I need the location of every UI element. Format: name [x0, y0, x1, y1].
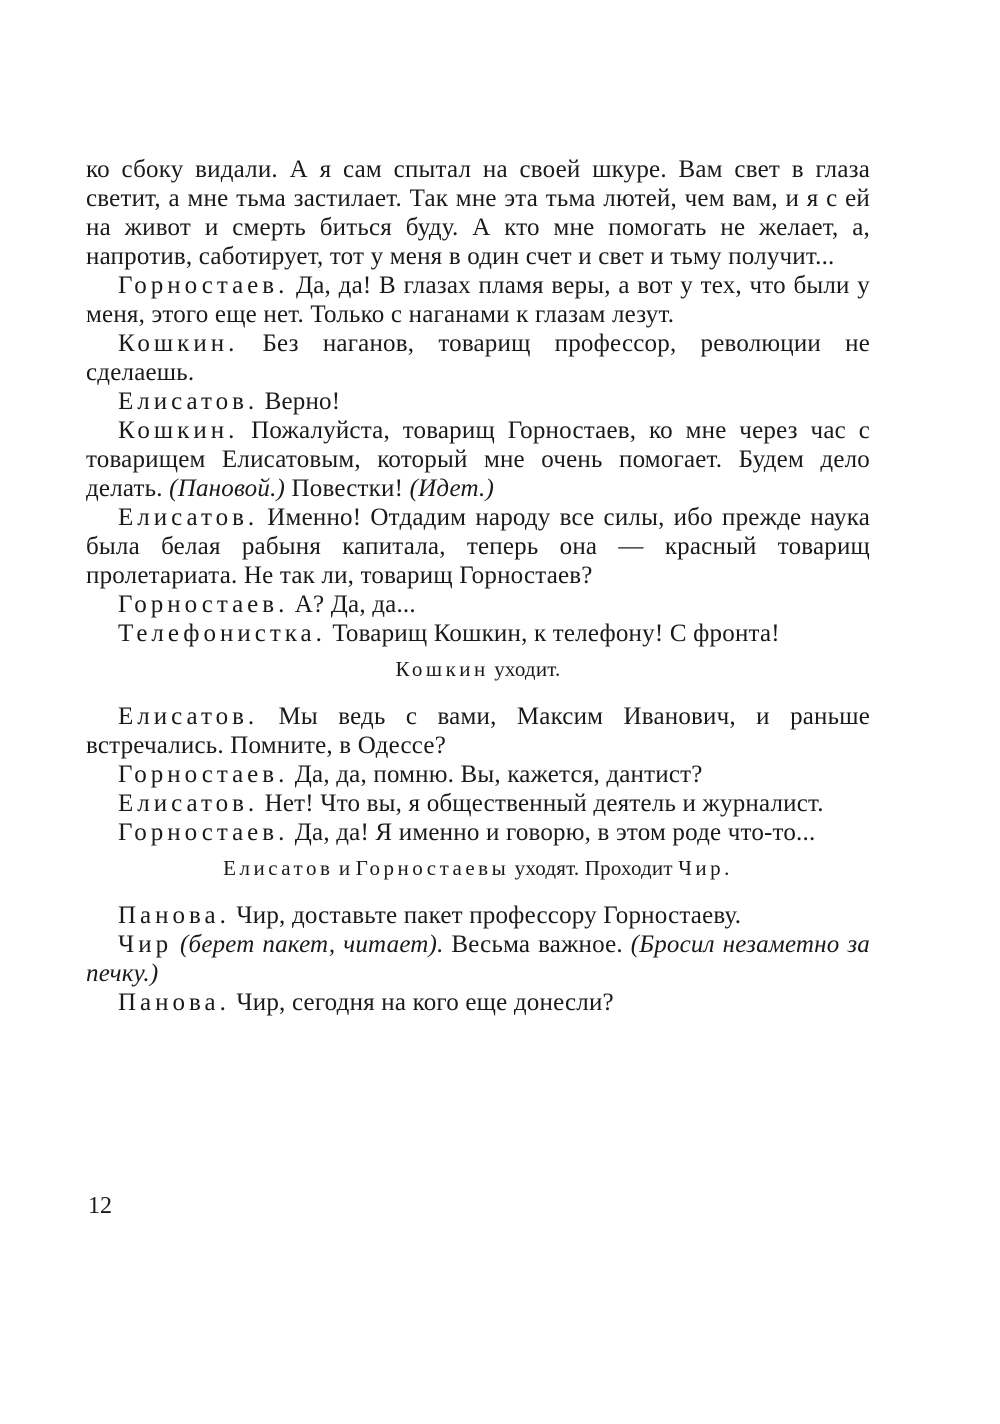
stage-direction-line — [86, 855, 870, 881]
speech-text: Повестки! — [291, 475, 404, 502]
stage-direction: (Идет.) — [409, 475, 495, 502]
speech-text: Весьма важное. — [451, 931, 623, 958]
speaker-name: Чир — [118, 931, 173, 958]
speech-paragraph — [86, 329, 870, 387]
speech-text: Товарищ Кошкин, к телефону! С фронта! — [332, 620, 780, 647]
speaker-name: Кошкин. — [118, 330, 239, 357]
stage-text: и — [338, 856, 351, 880]
speech-text: Чир, доставьте пакет профессору Горностаеву. — [236, 902, 742, 929]
speech-paragraph — [86, 702, 870, 760]
speech-paragraph — [86, 503, 870, 590]
stage-text: уходит. — [494, 657, 561, 681]
speech-text: Да, да! Я именно и говорю, в этом роде что-то... — [294, 819, 816, 846]
speech-text: Мы ведь с вами, Максим Иванович, и раньше встречались. Помните, в Одессе? — [86, 703, 870, 759]
speech-text: Нет! Что вы, я общественный деятель и журналист. — [264, 790, 824, 817]
stage-text: уходят. Проходит — [514, 856, 673, 880]
speech-text: Верно! — [264, 388, 341, 415]
page-number: 12 — [88, 1193, 112, 1219]
speech-text: Пожалуйста, товарищ Горностаев, ко мне через час с товарищем Елисатовым, который мне очень помогает. Будем дело делать. — [86, 417, 871, 502]
speaker-name: Панова. — [118, 989, 230, 1016]
speech-text: Да, да, помню. Вы, кажется, дантист? — [294, 761, 703, 788]
speech-paragraph — [86, 818, 870, 847]
speech-text: Да, да! В глазах пламя веры, а вот у тех, что были у меня, этого еще нет. Только с наганами к глазам лезут. — [86, 272, 870, 328]
stage-direction: (Пановой.) — [169, 475, 286, 502]
speech-text: Чир, сегодня на кого еще донесли? — [236, 989, 614, 1016]
stage-direction: (Бросил незаметно за печку.) — [86, 931, 871, 987]
speech-paragraph — [86, 590, 870, 619]
speaker-name: Горностаев. — [118, 819, 289, 846]
speaker-name: Кошкин — [395, 657, 489, 681]
speaker-name: Горностаев. — [118, 272, 289, 299]
speech-paragraph — [86, 930, 870, 988]
speaker-name: Телефонистка. — [118, 620, 326, 647]
speech-paragraph — [86, 901, 870, 930]
speaker-name: Елисатов. — [118, 388, 259, 415]
speech-text: Без наганов, товарищ профессор, революции не сделаешь. — [86, 330, 871, 386]
speech-paragraph — [86, 387, 870, 416]
speech-text: Именно! Отдадим народу все силы, ибо прежде наука была белая рабыня капитала, теперь она — красный товарищ пролетариата. Не так ли, товарищ Горностаев? — [86, 504, 870, 589]
speaker-name: Горностаев. — [118, 591, 289, 618]
speech-paragraph — [86, 988, 870, 1017]
speaker-name: Кошкин. — [118, 417, 239, 444]
speaker-name: Горностаев. — [118, 761, 289, 788]
speaker-name: Чир. — [678, 856, 733, 880]
speech-paragraph — [86, 155, 870, 271]
speech-paragraph — [86, 760, 870, 789]
speaker-name: Панова. — [118, 902, 230, 929]
stage-direction-line — [86, 656, 870, 682]
speech-paragraph — [86, 416, 870, 503]
speech-text: А? Да, да... — [294, 591, 416, 618]
speaker-name: Елисатов. — [118, 504, 259, 531]
stage-direction: (берет пакет, читает). — [180, 931, 444, 958]
speech-paragraph — [86, 619, 870, 648]
play-text — [86, 155, 870, 1017]
speech-paragraph — [86, 789, 870, 818]
speaker-name: Елисатов. — [118, 703, 259, 730]
speaker-name: Елисатов. — [118, 790, 259, 817]
speaker-name: Горностаевы — [355, 856, 510, 880]
speaker-name: Елисатов — [223, 856, 334, 880]
speech-text: ко сбоку видали. А я сам спытал на своей шкуре. Вам свет в глаза светит, а мне тьма застилает. Так мне эта тьма лютей, чем вам, и я с ей на живот и смерть биться буду. А кто мне помогать не желает, а, напротив, саботирует, тот у меня в один счет и свет и тьму получит... — [86, 156, 870, 270]
speech-paragraph — [86, 271, 870, 329]
